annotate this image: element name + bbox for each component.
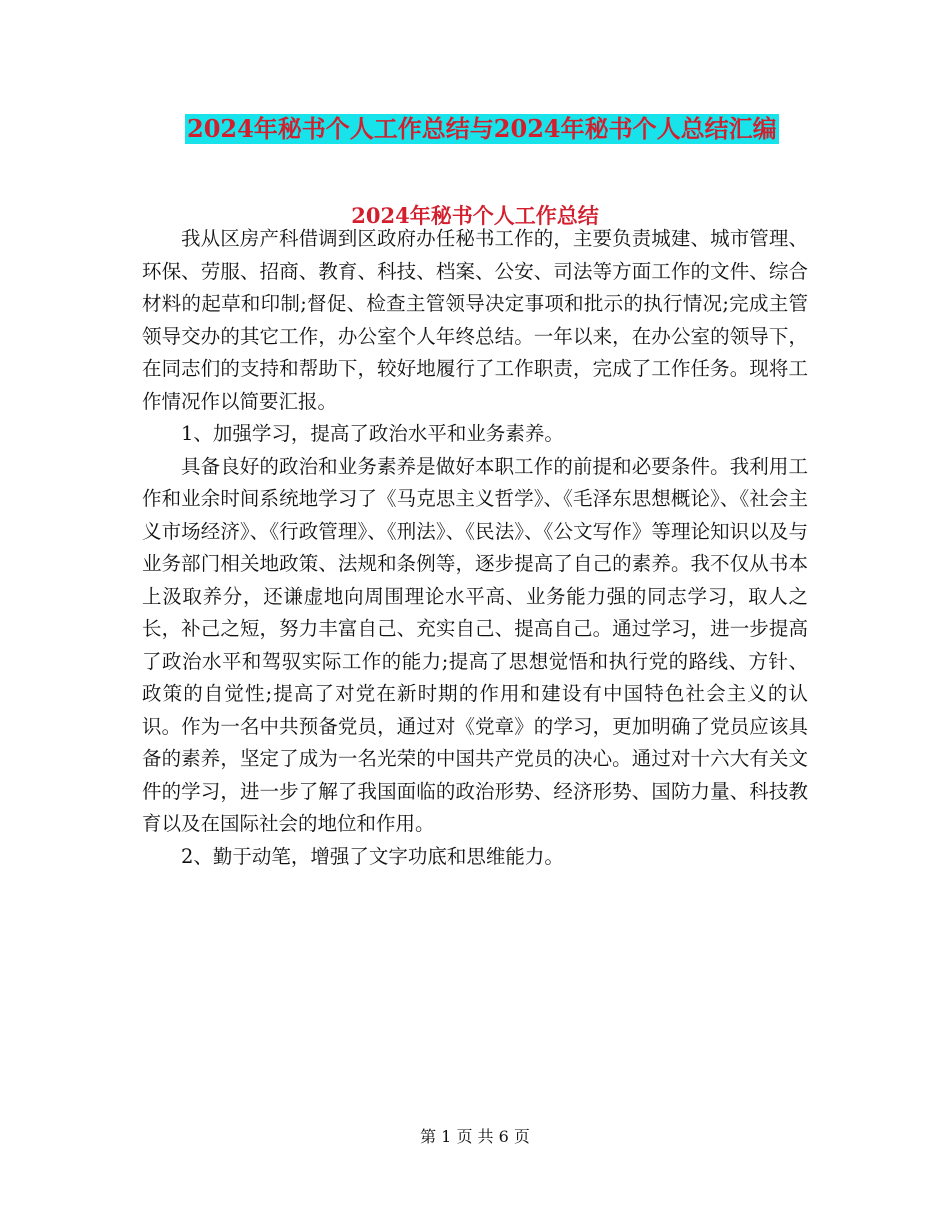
paragraph-heading-1: 1、加强学习，提高了政治水平和业务素养。 [181, 422, 564, 445]
paragraph-intro: 我从区房产科借调到区政府办任秘书工作的，主要负责城建、城市管理、环保、劳服、招商、教育、科技、档案、公安、司法等方面工作的文件、综合材料的起草和印制;督促、检查主管领导决定事项和批示的执行情况;完成主管领导交办的其它工作，办公室个人年终总结。一年以来，在办公室的领导下，在同志们的支持和帮助下，较好地履行了工作职责，完成了工作任务。现将工作情况作以简要汇报。 [142, 227, 808, 413]
document-body [142, 223, 808, 873]
section-title: 2024年秘书个人工作总结 [351, 203, 599, 228]
paragraph-study: 具备良好的政治和业务素养是做好本职工作的前提和必要条件。我利用工作和业余时间系统地学习了《马克思主义哲学》、《毛泽东思想概论》、《社会主义市场经济》、《行政管理》、《刑法》、《民法》、《公文写作》等理论知识以及与业务部门相关地政策、法规和条例等，逐步提高了自己的素养。我不仅从书本上汲取养分，还谦虚地向周围理论水平高、业务能力强的同志学习，取人之长，补己之短，努力丰富自己、充实自己、提高自己。通过学习，进一步提高了政治水平和驾驭实际工作的能力;提高了思想觉悟和执行党的路线、方针、政策的自觉性;提高了对党在新时期的作用和建设有中国特色社会主义的认识。作为一名中共预备党员，通过对《党章》的学习，更加明确了党员应该具备的素养，坚定了成为一名光荣的中国共产党员的决心。通过对十六大有关文件的学习，进一步了解了我国面临的政治形势、经济形势、国防力量、科技教育以及在国际社会的地位和作用。 [142, 454, 808, 835]
page-footer: 第 1 页 共 6 页 [420, 1127, 530, 1146]
paragraph-heading-2: 2、勤于动笔，增强了文字功底和思维能力。 [181, 844, 564, 868]
document-title: 2024年秘书个人工作总结与2024年秘书个人总结汇编 [187, 114, 777, 143]
